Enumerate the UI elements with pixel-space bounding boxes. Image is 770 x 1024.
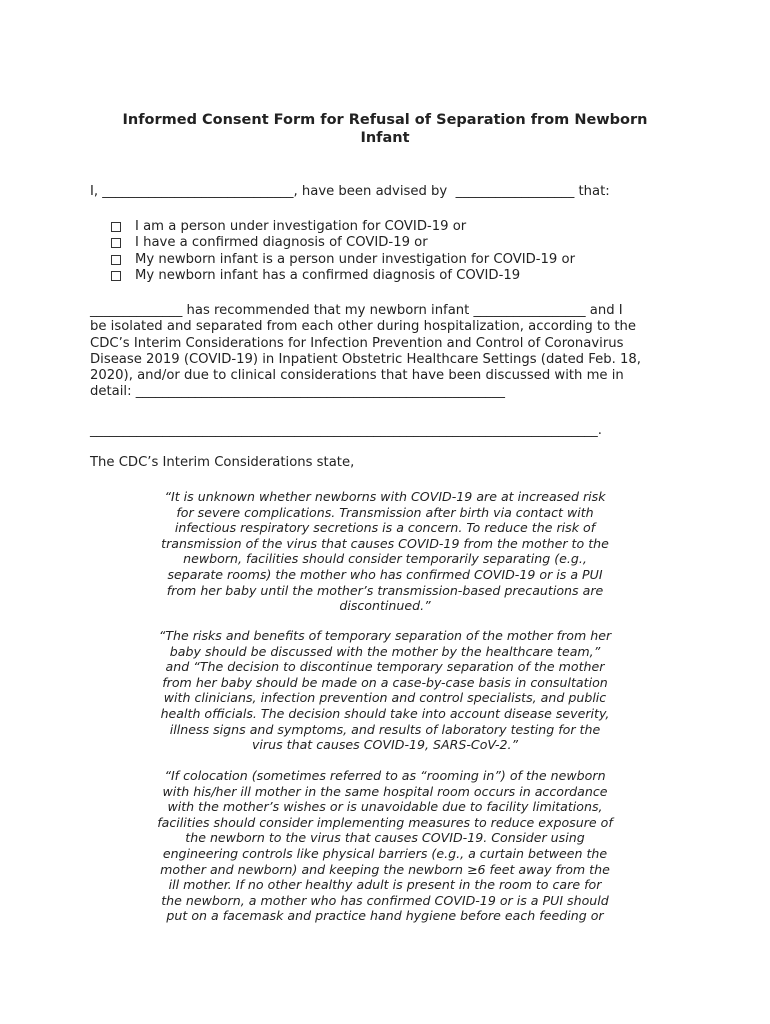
- checkbox[interactable]: [111, 255, 121, 265]
- cdc-quote-3: [140, 768, 630, 924]
- quote-line: with the mother’s wishes or is unavoidable due to facility limitations,: [167, 799, 603, 815]
- checklist-item[interactable]: [111, 252, 575, 268]
- quote-line: virus that causes COVID-19, SARS-CoV-2.”: [251, 737, 519, 753]
- quote-line: for severe complications. Transmission after birth via contact with: [176, 504, 594, 520]
- quote-line: “The risks and benefits of temporary separation of the mother from her: [158, 628, 612, 643]
- checkbox[interactable]: [111, 222, 121, 232]
- paragraph-line: CDC’s Interim Considerations for Infection Prevention and Control of Coronavirus: [90, 335, 624, 351]
- checklist-item-label: My newborn infant is a person under investigation for COVID-19 or: [135, 251, 576, 267]
- paragraph-line: 2020), and/or due to clinical considerations that have been discussed with me in: [90, 368, 624, 384]
- checklist-item[interactable]: [111, 219, 575, 235]
- quote-line: the newborn to the virus that causes COVID-19. Consider using: [185, 830, 585, 846]
- advised-line: I, _____________________________, have been advised by __________________ that:: [90, 184, 610, 199]
- cdc-quote-2: [140, 628, 630, 753]
- paragraph-line: Disease 2019 (COVID-19) in Inpatient Obstetric Healthcare Settings (dated Feb. 18,: [90, 351, 641, 367]
- checklist-item[interactable]: [111, 268, 575, 284]
- recommendation-paragraph: [90, 303, 670, 401]
- detail-blank-line: _____________________________________________________________________________.: [90, 423, 602, 438]
- checklist-item-label: I am a person under investigation for COVID-19 or: [135, 219, 467, 234]
- quote-line: infectious respiratory secretions is a concern. To reduce the risk of: [174, 520, 596, 536]
- quote-line: from her baby until the mother’s transmission-based precautions are: [166, 582, 604, 598]
- quote-line: ill mother. If no other healthy adult is present in the room to care for: [168, 877, 602, 893]
- quote-line: from her baby should be made on a case-by-case basis in consultation: [162, 674, 608, 690]
- quote-line: mother and newborn) and keeping the newborn ≥6 feet away from the: [160, 861, 610, 877]
- quote-line: engineering controls like physical barriers (e.g., a curtain between the: [162, 845, 608, 861]
- checkbox[interactable]: [111, 271, 121, 281]
- quote-line: “It is unknown whether newborns with COVID-19 are at increased risk: [164, 489, 606, 504]
- quote-line: transmission of the virus that causes COVID-19 from the mother to the: [161, 535, 609, 551]
- quote-line: facilities should consider implementing measures to reduce exposure of: [157, 814, 613, 830]
- checklist-item-label: My newborn infant has a confirmed diagnosis of COVID-19: [135, 267, 521, 283]
- paragraph-line: detail: ________________________________________________________: [90, 384, 505, 400]
- quote-line: health officials. The decision should take into account disease severity,: [160, 705, 610, 721]
- quote-line: put on a facemask and practice hand hygiene before each feeding or: [166, 908, 604, 924]
- condition-checklist: [111, 219, 575, 284]
- quote-line: with clinicians, infection prevention and control specialists, and public: [163, 690, 607, 706]
- quote-line: separate rooms) the mother who has confirmed COVID-19 or is a PUI: [167, 566, 603, 582]
- quote-line: with his/her ill mother in the same hospital room occurs in accordance: [162, 783, 608, 799]
- quote-line: “If colocation (sometimes referred to as “rooming in”) of the newborn: [164, 768, 606, 783]
- cdc-quote-1: [140, 489, 630, 614]
- document-title: Informed Consent Form for Refusal of Separation from Newborn Infant: [122, 112, 648, 146]
- checklist-item-label: I have a confirmed diagnosis of COVID-19 or: [135, 235, 428, 251]
- quote-line: newborn, facilities should consider temporarily separating (e.g.,: [183, 551, 587, 567]
- quote-line: the newborn, a mother who has confirmed COVID-19 or is a PUI should: [161, 892, 609, 908]
- checklist-item[interactable]: [111, 235, 575, 251]
- paragraph-line: ______________ has recommended that my newborn infant _________________ and I: [90, 303, 623, 318]
- quote-line: baby should be discussed with the mother by the healthcare team,”: [169, 643, 601, 659]
- quote-line: discontinued.”: [339, 598, 431, 614]
- checkbox[interactable]: [111, 238, 121, 248]
- cdc-intro: The CDC’s Interim Considerations state,: [90, 455, 355, 470]
- paragraph-line: be isolated and separated from each other during hospitalization, according to the: [90, 319, 637, 335]
- quote-line: illness signs and symptoms, and results of laboratory testing for the: [169, 721, 601, 737]
- quote-line: and “The decision to discontinue temporary separation of the mother: [165, 659, 605, 675]
